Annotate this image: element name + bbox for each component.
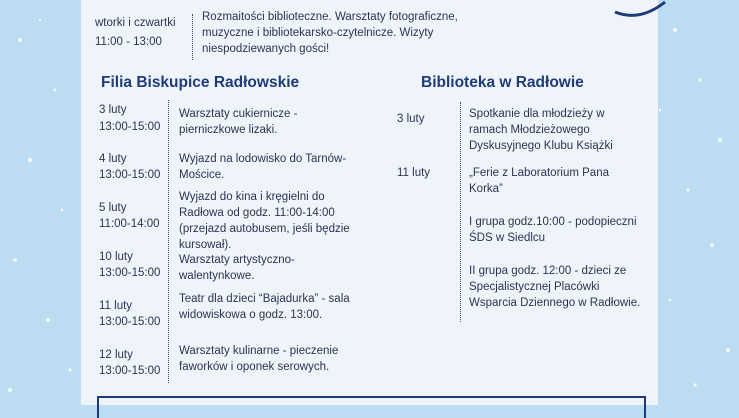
top-desc-line: niespodziewanych gości! [202, 43, 330, 55]
event-desc-line: walentynkowe. [179, 270, 255, 282]
event-date: 3 luty [397, 113, 425, 125]
event-desc-line: Warsztaty cukiernicze - [179, 108, 298, 120]
event-desc-line: ramach Młodzieżowego [469, 124, 590, 136]
event-desc-line: Korka” [469, 183, 503, 195]
event-time: 13:00-15:00 [99, 121, 161, 133]
right-section-title: Biblioteka w Radłowie [421, 74, 584, 91]
event-date: 3 luty [99, 104, 127, 116]
event-time: 11:00-14:00 [99, 218, 160, 230]
event-time: 13:00-15:00 [99, 267, 161, 279]
event-desc-line: Wyjazd na lodowisko do Tarnów- [179, 153, 347, 165]
left-divider [168, 100, 169, 383]
event-date: 11 luty [397, 167, 431, 179]
left-section-title: Filia Biskupice Radłowskie [101, 74, 300, 91]
group-desc-line: ŚDS w Siedlcu [469, 232, 546, 244]
event-desc-line: Teatr dla dzieci “Bajadurka” - sala [179, 293, 350, 305]
top-desc-line: muzyczne i bibliotekarsko-czytelnicze. Wizyty [202, 27, 434, 39]
event-date: 10 luty [99, 251, 133, 263]
event-desc-line: (przejazd autobusem, jeśli będzie [179, 223, 350, 235]
group-desc-line: Specjalistycznej Placówki [469, 281, 600, 293]
event-desc-line: kursował). [179, 239, 232, 251]
event-desc-line: Warsztaty kulinarne - pieczenie [179, 345, 339, 357]
group-desc-line: Wsparcia Dziennego w Radłowie. [469, 297, 641, 309]
event-time: 13:00-15:00 [99, 365, 161, 377]
event-date: 5 luty [99, 202, 127, 214]
group-desc-line: I grupa godz.10:00 - podopieczni [469, 216, 637, 228]
event-desc-line: Wyjazd do kina i kręgielni do [179, 191, 325, 203]
event-desc-line: Mościce. [179, 169, 225, 181]
event-desc-line: „Ferie z Laboratorium Pana [469, 167, 609, 179]
event-time: 13:00-15:00 [99, 169, 161, 181]
event-time: 13:00-15:00 [99, 316, 161, 328]
event-date: 4 luty [99, 153, 127, 165]
right-divider [460, 102, 461, 322]
event-date: 12 luty [99, 349, 133, 361]
event-desc-line: widowiskowa o godz. 13:00. [179, 309, 323, 321]
swoosh-decoration [610, 0, 670, 22]
top-divider [192, 14, 193, 60]
event-desc-line: Spotkanie dla młodzieży w [469, 108, 605, 120]
event-desc-line: Warsztaty artystyczno- [179, 254, 295, 266]
top-day: wtorki i czwartki [95, 17, 176, 29]
event-desc-line: Dyskusyjnego Klubu Książki [469, 140, 613, 152]
top-time: 11:00 - 13:00 [95, 36, 162, 48]
event-date: 11 luty [99, 300, 133, 312]
event-desc-line: faworków i oponek serowych. [179, 361, 330, 373]
top-desc-line: Rozmaitości biblioteczne. Warsztaty fotograficzne, [202, 11, 458, 23]
bottom-frame [97, 396, 646, 418]
event-desc-line: Radłowa od godz. 11:00-14:00 [179, 207, 335, 219]
event-desc-line: pierniczkowe lizaki. [179, 124, 278, 136]
group-desc-line: II grupa godz. 12:00 - dzieci ze [469, 265, 627, 277]
